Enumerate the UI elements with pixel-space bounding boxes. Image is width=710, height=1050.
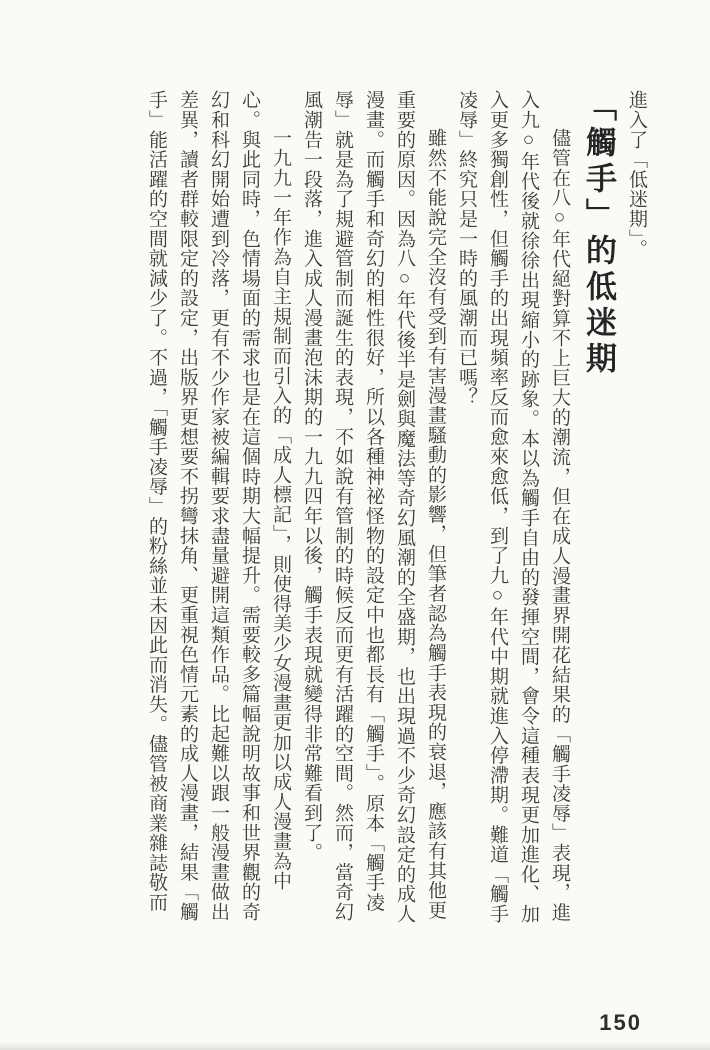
paragraph-2: 雖然不能說完全沒有受到有害漫畫騷動的影響，但筆者認為觸手表現的衰退，應該有其他更重要的原因。因為八○年代後半是劍與魔法等奇幻風潮的全盛期，也出現過不少奇幻設定的成人漫畫。而觸手和奇幻的相性很好，所以各種神祕怪物的設定中也都長有「觸手」。原本「觸手凌辱」就是為了規避管制而誕生的表現，不如說有管制的時候反而更有活躍的空間。然而，當奇幻風潮告一段落，進入成人漫畫泡沫期的一九九四年以後，觸手表現就變得非常難看到了。 — [301, 90, 446, 924]
vertical-text-block — [141, 90, 652, 930]
page-number: 150 — [599, 1010, 642, 1035]
paragraph-1: 儘管在八○年代絕對算不上巨大的潮流，但在成人漫畫界開花結果的「觸手凌辱」表現，進入九○年代後就徐徐出現縮小的跡象。本以為觸手自由的發揮空間，會令這種表現更加進化、加入更多獨創性，但觸手的出現頻率反而愈來愈低，到了九○年代中期就進入停滯期。難道「觸手凌辱」終究只是一時的風潮而已嗎？ — [456, 90, 570, 924]
paragraph-3: 一九九一年作為自主規制而引入的「成人標記」，則使得美少女漫畫更加以成人漫畫為中心。與此同時，色情場面的需求也是在這個時期大幅提升。需要較多篇幅說明故事和世界觀的奇幻和科幻開始遭到冷落，更有不少作家被編輯要求盡量避開這類作品。比起難以跟一般漫畫做出差異，讀者群較限定的設定，出版界更想要不拐彎抹角、更重視色情元素的成人漫畫，結果「觸手」能活躍的空間就減少了。不過，「觸手凌辱」的粉絲並未因此而消失。儘管被商業雜誌敬而 — [146, 90, 291, 922]
section-heading: 「觸手」的低迷期 — [581, 90, 616, 378]
lead-in-sentence: 進入了「低迷期」。 — [626, 90, 647, 259]
